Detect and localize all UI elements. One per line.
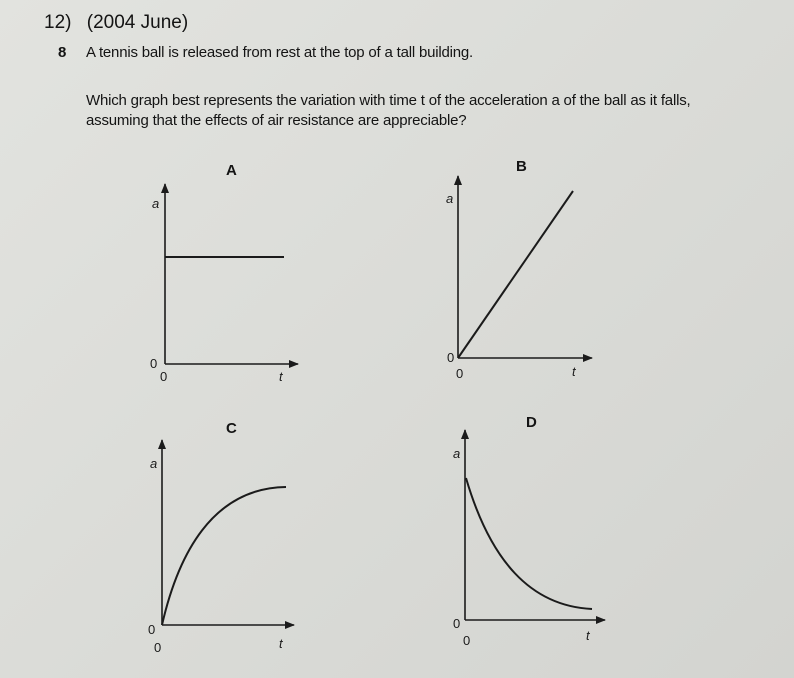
graph-a-label: A — [226, 162, 237, 179]
graph-b — [446, 176, 592, 381]
graph-d-label: D — [526, 414, 537, 431]
graph-c-curve — [162, 487, 286, 625]
graph-b-x-label: t — [572, 364, 576, 379]
question-number: 8 — [58, 44, 67, 61]
graph-c-y-label: a — [150, 456, 158, 471]
graph-a-origin-label: 0 — [150, 356, 158, 371]
graph-a-y-label: a — [152, 196, 160, 211]
graph-d-origin-label: 0 — [453, 616, 461, 631]
graph-b-curve — [458, 191, 573, 358]
graph-a-x-label: t — [279, 369, 283, 384]
graph-d-origin-label: 0 — [463, 633, 471, 648]
graph-c-x-label: t — [279, 636, 283, 651]
question-index: 12) — [44, 12, 72, 33]
graph-c-label: C — [226, 420, 237, 437]
question-prompt-line-2: assuming that the effects of air resistance are appreciable? — [86, 112, 467, 129]
question-prompt-line-1: Which graph best represents the variation with time t of the acceleration a of the ball as it falls, — [86, 92, 691, 109]
graph-b-origin-label: 0 — [456, 366, 464, 381]
question-stem: A tennis ball is released from rest at the top of a tall building. — [86, 44, 474, 61]
graph-b-y-label: a — [446, 191, 454, 206]
graph-d-y-label: a — [453, 446, 461, 461]
question-source: (2004 June) — [86, 12, 189, 33]
graph-d-x-label: t — [586, 628, 590, 643]
graph-b-label: B — [516, 158, 527, 175]
graph-c-origin-label: 0 — [154, 640, 162, 655]
graph-a — [150, 184, 298, 384]
graph-a-origin-label: 0 — [160, 369, 168, 384]
graph-d-curve — [466, 478, 592, 609]
graph-c-origin-label: 0 — [148, 622, 156, 637]
graph-c — [148, 440, 294, 655]
graph-b-origin-label: 0 — [447, 350, 455, 365]
graph-d — [453, 430, 605, 648]
